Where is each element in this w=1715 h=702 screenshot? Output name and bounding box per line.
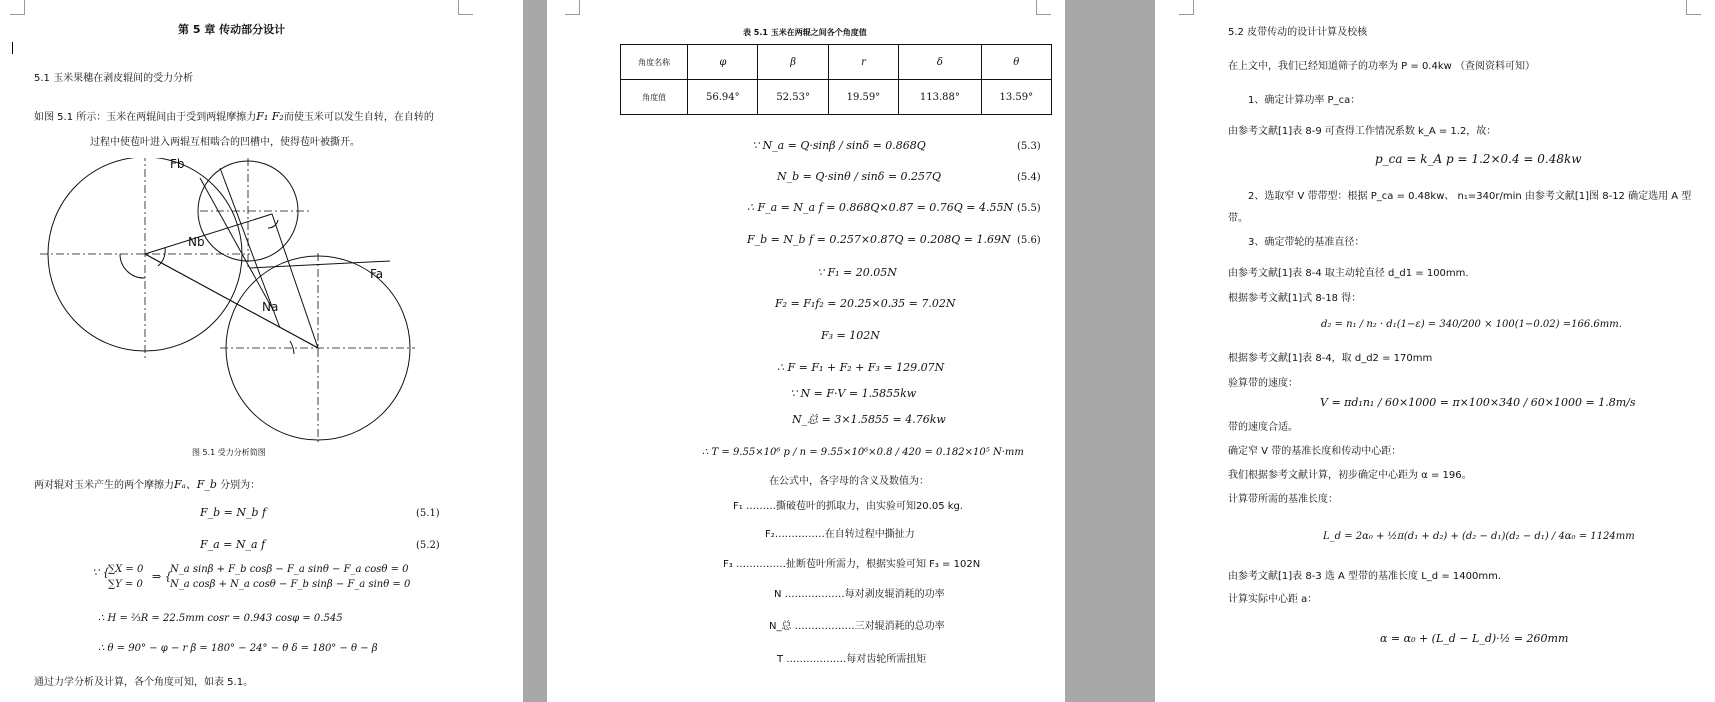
sys-right-1: N_a sinβ + F_b cosβ − F_a sinθ − F_a cosθ = 0 xyxy=(170,564,409,575)
document-page-2 xyxy=(547,0,1065,702)
definition-line: F₂……………在自转过程中撕扯力 xyxy=(765,529,915,540)
page-corner-mark xyxy=(1686,0,1701,15)
paragraph-line: 由参考文献[1]表 8-3 选 A 型带的基准长度 L_d = 1400mm. xyxy=(1228,571,1501,582)
table-header-cell: β xyxy=(758,45,828,80)
equation-power: ∵ N = F·V = 1.5855kw xyxy=(790,387,917,400)
equation-pca: p_ca = k_A p = 1.2×0.4 = 0.48kw xyxy=(1375,152,1582,166)
equation-h: ∴ H = ⅔R = 22.5mm cosr = 0.943 cosφ = 0.545 xyxy=(98,613,343,624)
paragraph-line: 根据参考文献[1]式 8-18 得： xyxy=(1228,293,1362,304)
paragraph-line: 确定窄 V 带的基准长度和传动中心距： xyxy=(1228,446,1402,457)
equation-length: L_d = 2α₀ + ½π(d₁ + d₂) + (d₂ − d₁)(d₂ − d₁) / 4α₀ = 1124mm xyxy=(1323,531,1635,542)
definition-line: F₁ ………撕破苞叶的抓取力，由实验可知20.05 kg. xyxy=(733,501,964,512)
paragraph-line: 带的速度合适。 xyxy=(1228,422,1298,433)
equation-number: (5.4) xyxy=(1017,172,1041,183)
paragraph-line: 在上文中，我们已经知道筛子的功率为 P = 0.4kw （查阅资料可知） xyxy=(1228,61,1535,72)
equation-number: (5.5) xyxy=(1017,203,1041,214)
label-nb: Nb xyxy=(188,235,205,249)
paragraph-line: 验算带的速度： xyxy=(1228,378,1298,389)
step-heading: 1、确定计算功率 P_ca： xyxy=(1248,95,1361,106)
meaning-intro: 在公式中，各字母的含义及数值为： xyxy=(769,476,929,487)
table-header-cell: θ xyxy=(981,45,1051,80)
equilibrium-system: ∵ { xyxy=(92,566,110,579)
document-page-3 xyxy=(1155,0,1715,702)
equation-d2: d₂ = n₁ / n₂ · d₁(1−ε) = 340/200 × 100(1−0.02) =166.6mm. xyxy=(1321,319,1622,330)
table-row xyxy=(621,80,1052,115)
page-corner-mark xyxy=(565,0,580,15)
paragraph-line: 我们根据参考文献计算，初步确定中心距为 α = 196。 xyxy=(1228,470,1472,481)
f1-f2-symbols: F₁ F₂ xyxy=(256,110,284,123)
label-fb: Fb xyxy=(170,158,185,171)
equation-f-total: ∴ F = F₁ + F₂ + F₃ = 129.07N xyxy=(777,361,945,374)
equation-5-5: ∴ F_a = N_a f = 0.868Q×0.87 = 0.76Q = 4.55N xyxy=(747,201,1014,214)
chapter-title: 第 5 章 传动部分设计 xyxy=(178,23,286,36)
page-corner-mark xyxy=(10,0,25,15)
implies-arrow: ⇒ { xyxy=(152,570,172,583)
label-fa: Fa xyxy=(370,267,384,281)
equation-center: α = α₀ + (L_d − L_d)·½ = 260mm xyxy=(1380,632,1569,645)
figure-caption: 图 5.1 受力分析简图 xyxy=(192,448,266,457)
equation-f1: ∵ F₁ = 20.05N xyxy=(817,266,897,279)
page-corner-mark xyxy=(1036,0,1051,15)
step-heading: 3、确定带轮的基准直径： xyxy=(1248,237,1365,248)
equation-torque: ∴ T = 9.55×10⁶ p / n = 9.55×10⁶×0.8 / 420 = 0.182×10⁵ N·mm xyxy=(702,447,1024,458)
paragraph-line: 计算实际中心距 a： xyxy=(1228,594,1318,605)
table-header-cell: 角度名称 xyxy=(621,45,688,80)
table-header-cell: φ xyxy=(688,45,758,80)
sys-right-2: N_a cosβ + N_a cosθ − F_b sinβ − F_a sinθ = 0 xyxy=(170,579,411,590)
force-analysis-figure xyxy=(40,158,440,448)
equation-f2: F₂ = F₁f₂ = 20.25×0.35 = 7.02N xyxy=(775,297,956,310)
table-cell: 56.94° xyxy=(688,80,758,115)
equation-f3: F₃ = 102N xyxy=(821,329,880,342)
friction-symbols: Fₐ、F_b xyxy=(174,478,217,491)
paragraph-line: 两对辊对玉米产生的两个摩擦力Fₐ、F_b 分别为： xyxy=(34,478,261,491)
table-cell: 52.53° xyxy=(758,80,828,115)
table-cell: 19.59° xyxy=(828,80,898,115)
paragraph-line: 带。 xyxy=(1228,213,1248,224)
equation-5-6: F_b = N_b f = 0.257×0.87Q = 0.208Q = 1.69N xyxy=(747,233,1011,246)
angle-table xyxy=(620,44,1052,115)
definition-line: N_总 ………………三对辊消耗的总功率 xyxy=(769,621,945,632)
text-cursor xyxy=(12,42,13,54)
equation-speed: V = πd₁n₁ / 60×1000 = π×100×340 / 60×1000 = 1.8m/s xyxy=(1320,396,1636,409)
paragraph-line: 计算带所需的基准长度： xyxy=(1228,494,1338,505)
closing-paragraph: 通过力学分析及计算，各个角度可知，如表 5.1。 xyxy=(34,677,254,688)
paragraph-line: 由参考文献[1]表 8-4 取主动轮直径 d_d1 = 100mm. xyxy=(1228,268,1469,279)
equation-5-1: F_b = N_b f xyxy=(200,506,267,519)
sys-left-2: ∑Y = 0 xyxy=(108,579,143,590)
step-heading: 2、选取窄 V 带带型：根据 P_ca = 0.48kw、 n₁=340r/min 由参考文献[1]图 8-12 确定选用 A 型 xyxy=(1248,191,1692,202)
definition-line: F₃ ……………扯断苞叶所需力，根据实验可知 F₃ = 102N xyxy=(723,559,981,570)
equation-total-power: N_总 = 3×1.5855 = 4.76kw xyxy=(792,413,946,426)
equation-5-4: N_b = Q·sinθ / sinδ = 0.257Q xyxy=(777,170,942,183)
paragraph-line: 由参考文献[1]表 8-9 可查得工作情况系数 k_A = 1.2，故： xyxy=(1228,126,1497,137)
table-row xyxy=(621,45,1052,80)
table-header-cell: r xyxy=(828,45,898,80)
equation-number: (5.6) xyxy=(1017,235,1041,246)
paragraph-line: 根据参考文献[1]表 8-4，取 d_d2 = 170mm xyxy=(1228,353,1433,364)
table-header-cell: δ xyxy=(899,45,982,80)
paragraph-line: 如图 5.1 所示：玉米在两辊间由于受到两辊摩擦力F₁ F₂而使玉米可以发生自转，在自转的 xyxy=(34,110,434,123)
paragraph-line: 过程中使苞叶进入两辊互相啮合的凹槽中，使得苞叶被撕开。 xyxy=(90,137,360,148)
page-corner-mark xyxy=(458,0,473,15)
table-cell: 113.88° xyxy=(899,80,982,115)
table-row-label: 角度值 xyxy=(621,80,688,115)
document-page-1 xyxy=(0,0,523,702)
equation-number: (5.1) xyxy=(416,508,440,519)
section-title: 5.1 玉米果穗在剥皮辊间的受力分析 xyxy=(34,73,194,84)
equation-number: (5.2) xyxy=(416,540,440,551)
tangent-line xyxy=(250,261,390,268)
section-title: 5.2 皮带传动的设计计算及校核 xyxy=(1228,27,1368,38)
equation-5-3: ∵ N_a = Q·sinβ / sinδ = 0.868Q xyxy=(752,139,926,152)
equation-number: (5.3) xyxy=(1017,141,1041,152)
table-cell: 13.59° xyxy=(981,80,1051,115)
definition-line: T ………………每对齿轮所需扭矩 xyxy=(777,654,927,665)
table-title: 表 5.1 玉米在两辊之间各个角度值 xyxy=(743,28,867,37)
equation-5-2: F_a = N_a f xyxy=(200,538,266,551)
equation-theta: ∴ θ = 90° − φ − r β = 180° − 24° − θ δ = 180° − θ − β xyxy=(98,643,378,654)
sys-left-1: ∑X = 0 xyxy=(108,564,144,575)
definition-line: N ………………每对剥皮辊消耗的功率 xyxy=(774,589,945,600)
page-corner-mark xyxy=(1179,0,1194,15)
label-na: Na xyxy=(262,300,279,314)
